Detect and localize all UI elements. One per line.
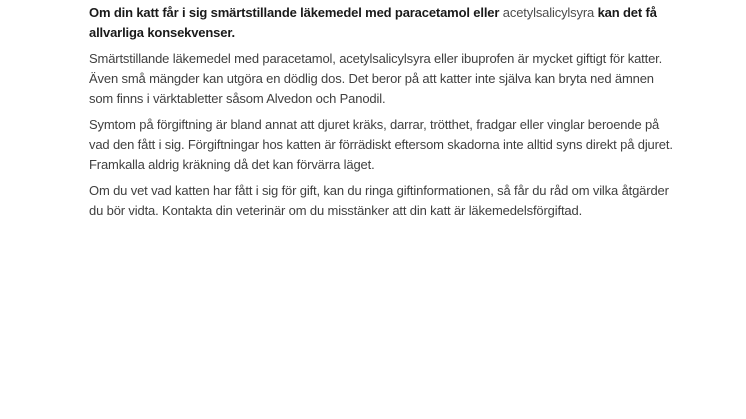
lead-paragraph — [89, 3, 674, 43]
paragraph-symptoms: Symtom på förgiftning är bland annat att djuret kräks, darrar, trötthet, fradgar eller vinglar beroende på vad den fått i sig. Förgiftningar hos katten är förrädiskt eftersom skadorna inte alltid syns direkt på djuret. Framkalla aldrig kräkning då det kan förvärra läget. — [89, 117, 673, 172]
press-release-body — [89, 3, 674, 227]
lead-segment-end: kan det få allvarliga konsekvenser. — [89, 5, 657, 40]
lead-segment-acetylsalicylsyra: acetylsalicylsyra — [502, 5, 595, 20]
lead-segment-start: Om din katt får i sig smärtstillande läkemedel med paracetamol eller — [89, 5, 503, 20]
paragraph-advice: Om du vet vad katten har fått i sig för gift, kan du ringa giftinformationen, så får du råd om vilka åtgärder du bör vidta. Kontakta din veterinär om du misstänker att din katt är läkemedelsförgiftad. — [89, 183, 669, 218]
paragraph-toxicity: Smärtstillande läkemedel med paracetamol, acetylsalicylsyra eller ibuprofen är mycket giftigt för katter. Även små mängder kan utgöra en dödlig dos. Det beror på att katter inte själva kan bryta ned ämnen som finns i värktabletter såsom Alvedon och Panodil. — [89, 51, 663, 106]
